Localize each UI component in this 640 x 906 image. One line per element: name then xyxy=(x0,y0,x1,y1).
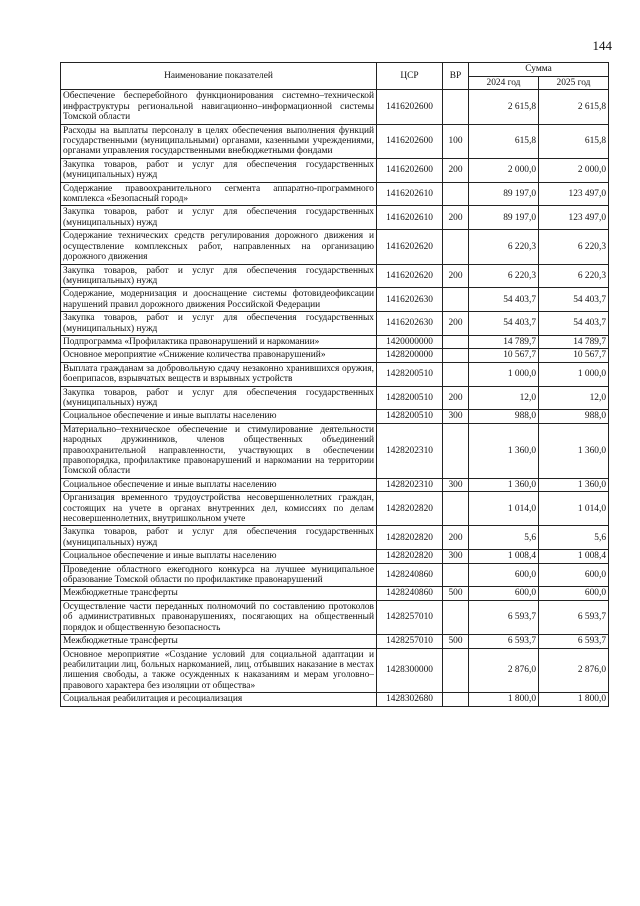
row-csr: 1428257010 xyxy=(377,600,443,634)
row-sum-2024: 54 403,7 xyxy=(469,288,539,312)
table-row xyxy=(61,693,609,706)
table-row xyxy=(61,362,609,386)
header-year-2025: 2025 год xyxy=(539,77,609,90)
row-sum-2025: 600,0 xyxy=(539,587,609,600)
row-sum-2025: 988,0 xyxy=(539,410,609,423)
row-sum-2024: 1 000,0 xyxy=(469,362,539,386)
row-name: Выплата гражданам за добровольную сдачу незаконно хранившихся оружия, боеприпасов, взрывчатых веществ и взрывных устройств xyxy=(61,362,377,386)
row-sum-2025: 1 014,0 xyxy=(539,492,609,526)
budget-table xyxy=(60,62,609,707)
row-csr: 1428240860 xyxy=(377,563,443,587)
table-row xyxy=(61,335,609,348)
row-csr: 1416202620 xyxy=(377,230,443,264)
row-sum-2025: 54 403,7 xyxy=(539,288,609,312)
row-sum-2024: 12,0 xyxy=(469,386,539,410)
table-body xyxy=(61,90,609,706)
table-row xyxy=(61,182,609,206)
row-sum-2024: 1 360,0 xyxy=(469,478,539,491)
row-sum-2025: 123 497,0 xyxy=(539,182,609,206)
row-csr: 1428200000 xyxy=(377,349,443,362)
row-csr: 1420000000 xyxy=(377,335,443,348)
row-vr: 500 xyxy=(443,587,469,600)
row-name: Подпрограмма «Профилактика правонарушений и наркомании» xyxy=(61,335,377,348)
header-csr: ЦСР xyxy=(377,63,443,90)
row-sum-2025: 1 800,0 xyxy=(539,693,609,706)
row-sum-2025: 14 789,7 xyxy=(539,335,609,348)
header-sum: Сумма xyxy=(469,63,609,77)
row-name: Содержание технических средств регулирования дорожного движения и осуществление комплексных работ, направленных на организацию дорожного движения xyxy=(61,230,377,264)
row-name: Проведение областного ежегодного конкурса на лучшее муниципальное образование Томской области по профилактике правонарушений xyxy=(61,563,377,587)
row-name: Материально–техническое обеспечение и стимулирование деятельности народных дружинников, членов общественных объединений правоохранительной направленности, участвующих в обеспечении правопорядка, профилактике правонарушений и наркомании на территории Томской области xyxy=(61,423,377,478)
row-sum-2025: 6 593,7 xyxy=(539,635,609,648)
row-sum-2024: 600,0 xyxy=(469,587,539,600)
row-vr: 200 xyxy=(443,264,469,288)
table-row xyxy=(61,312,609,336)
row-vr xyxy=(443,230,469,264)
row-csr: 1428202820 xyxy=(377,492,443,526)
row-vr xyxy=(443,600,469,634)
row-name: Социальное обеспечение и иные выплаты населению xyxy=(61,550,377,563)
row-sum-2024: 6 593,7 xyxy=(469,600,539,634)
table-row xyxy=(61,386,609,410)
table-row xyxy=(61,492,609,526)
row-name: Закупка товаров, работ и услуг для обеспечения государственных (муниципальных) нужд xyxy=(61,158,377,182)
row-name: Межбюджетные трансферты xyxy=(61,587,377,600)
header-name: Наименование показателей xyxy=(61,63,377,90)
row-vr xyxy=(443,182,469,206)
row-name: Социальная реабилитация и ресоциализация xyxy=(61,693,377,706)
row-vr xyxy=(443,423,469,478)
row-sum-2025: 6 220,3 xyxy=(539,264,609,288)
row-sum-2025: 1 008,4 xyxy=(539,550,609,563)
table-row xyxy=(61,288,609,312)
row-vr xyxy=(443,563,469,587)
row-name: Закупка товаров, работ и услуг для обеспечения государственных (муниципальных) нужд xyxy=(61,312,377,336)
row-name: Социальное обеспечение и иные выплаты населению xyxy=(61,410,377,423)
table-row xyxy=(61,635,609,648)
row-sum-2024: 1 800,0 xyxy=(469,693,539,706)
row-sum-2025: 1 360,0 xyxy=(539,423,609,478)
row-csr: 1428200510 xyxy=(377,386,443,410)
row-sum-2024: 615,8 xyxy=(469,124,539,158)
row-vr: 300 xyxy=(443,550,469,563)
row-vr: 200 xyxy=(443,526,469,550)
row-sum-2024: 6 220,3 xyxy=(469,230,539,264)
row-vr: 300 xyxy=(443,410,469,423)
row-sum-2024: 6 220,3 xyxy=(469,264,539,288)
row-csr: 1416202610 xyxy=(377,206,443,230)
row-sum-2024: 988,0 xyxy=(469,410,539,423)
row-sum-2025: 6 220,3 xyxy=(539,230,609,264)
row-vr xyxy=(443,492,469,526)
row-name: Обеспечение бесперебойного функционирования системно–технической инфраструктуры региональной навигационно–информационной системы Томской области xyxy=(61,90,377,124)
row-name: Закупка товаров, работ и услуг для обеспечения государственных (муниципальных) нужд xyxy=(61,264,377,288)
table-row xyxy=(61,600,609,634)
row-name: Содержание правоохранительного сегмента аппаратно-программного комплекса «Безопасный город» xyxy=(61,182,377,206)
row-vr xyxy=(443,335,469,348)
row-sum-2024: 1 008,4 xyxy=(469,550,539,563)
table-row xyxy=(61,526,609,550)
row-sum-2025: 12,0 xyxy=(539,386,609,410)
row-csr: 1428200510 xyxy=(377,362,443,386)
row-vr: 100 xyxy=(443,124,469,158)
row-csr: 1416202600 xyxy=(377,124,443,158)
row-vr: 200 xyxy=(443,158,469,182)
row-name: Основное мероприятие «Снижение количества правонарушений» xyxy=(61,349,377,362)
table-row xyxy=(61,206,609,230)
row-vr xyxy=(443,90,469,124)
row-name: Расходы на выплаты персоналу в целях обеспечения выполнения функций государственными (муниципальными) органами, казенными учреждениями, органами управления государственными внебюджетными фондами xyxy=(61,124,377,158)
row-csr: 1428202820 xyxy=(377,526,443,550)
table-row xyxy=(61,563,609,587)
row-csr: 1428202310 xyxy=(377,478,443,491)
row-sum-2024: 1 360,0 xyxy=(469,423,539,478)
row-csr: 1428202820 xyxy=(377,550,443,563)
row-sum-2024: 14 789,7 xyxy=(469,335,539,348)
row-vr xyxy=(443,362,469,386)
table-row xyxy=(61,158,609,182)
row-csr: 1416202630 xyxy=(377,312,443,336)
row-vr: 300 xyxy=(443,478,469,491)
row-vr xyxy=(443,349,469,362)
row-vr xyxy=(443,648,469,693)
table-row xyxy=(61,264,609,288)
row-csr: 1416202630 xyxy=(377,288,443,312)
row-name: Социальное обеспечение и иные выплаты населению xyxy=(61,478,377,491)
row-name: Содержание, модернизация и дооснащение системы фотовидеофиксации нарушений правил дорожного движения Российской Федерации xyxy=(61,288,377,312)
table-row xyxy=(61,349,609,362)
row-csr: 1428257010 xyxy=(377,635,443,648)
row-name: Организация временного трудоустройства несовершеннолетних граждан, состоящих на учете в органах внутренних дел, комиссиях по делам несовершеннолетних, внутришкольном учете xyxy=(61,492,377,526)
table-row xyxy=(61,550,609,563)
row-vr: 200 xyxy=(443,206,469,230)
row-name: Закупка товаров, работ и услуг для обеспечения государственных (муниципальных) нужд xyxy=(61,386,377,410)
header-vr: ВР xyxy=(443,63,469,90)
row-sum-2024: 89 197,0 xyxy=(469,206,539,230)
row-sum-2025: 10 567,7 xyxy=(539,349,609,362)
row-csr: 1428202310 xyxy=(377,423,443,478)
row-sum-2025: 1 000,0 xyxy=(539,362,609,386)
row-sum-2024: 54 403,7 xyxy=(469,312,539,336)
row-vr: 200 xyxy=(443,386,469,410)
row-sum-2024: 6 593,7 xyxy=(469,635,539,648)
header-year-2024: 2024 год xyxy=(469,77,539,90)
row-sum-2024: 2 000,0 xyxy=(469,158,539,182)
table-row xyxy=(61,90,609,124)
table-row xyxy=(61,230,609,264)
row-sum-2025: 600,0 xyxy=(539,563,609,587)
row-name: Закупка товаров, работ и услуг для обеспечения государственных (муниципальных) нужд xyxy=(61,206,377,230)
row-sum-2024: 5,6 xyxy=(469,526,539,550)
table-row xyxy=(61,124,609,158)
row-sum-2025: 5,6 xyxy=(539,526,609,550)
row-sum-2025: 2 876,0 xyxy=(539,648,609,693)
row-sum-2025: 54 403,7 xyxy=(539,312,609,336)
row-csr: 1428240860 xyxy=(377,587,443,600)
row-sum-2024: 1 014,0 xyxy=(469,492,539,526)
table-row xyxy=(61,478,609,491)
row-sum-2025: 1 360,0 xyxy=(539,478,609,491)
table-row xyxy=(61,648,609,693)
table-header xyxy=(61,63,609,90)
row-sum-2025: 123 497,0 xyxy=(539,206,609,230)
row-csr: 1416202600 xyxy=(377,90,443,124)
table-row xyxy=(61,410,609,423)
page-number: 144 xyxy=(592,38,612,53)
row-sum-2025: 6 593,7 xyxy=(539,600,609,634)
row-csr: 1416202620 xyxy=(377,264,443,288)
row-vr xyxy=(443,288,469,312)
row-sum-2024: 2 615,8 xyxy=(469,90,539,124)
row-vr: 500 xyxy=(443,635,469,648)
row-csr: 1428302680 xyxy=(377,693,443,706)
row-sum-2024: 10 567,7 xyxy=(469,349,539,362)
row-sum-2025: 2 000,0 xyxy=(539,158,609,182)
row-sum-2024: 600,0 xyxy=(469,563,539,587)
row-sum-2025: 2 615,8 xyxy=(539,90,609,124)
row-vr: 200 xyxy=(443,312,469,336)
row-name: Основное мероприятие «Создание условий для социальной адаптации и реабилитации лиц, больных наркоманией, лиц, отбывших наказание в местах лишения свободы, а также осужденных к наказаниям и мерам уголовно–правового характера без изоляции от общества» xyxy=(61,648,377,693)
row-csr: 1428200510 xyxy=(377,410,443,423)
row-sum-2024: 89 197,0 xyxy=(469,182,539,206)
row-name: Закупка товаров, работ и услуг для обеспечения государственных (муниципальных) нужд xyxy=(61,526,377,550)
table-row xyxy=(61,587,609,600)
row-csr: 1416202600 xyxy=(377,158,443,182)
table-row xyxy=(61,423,609,478)
row-sum-2024: 2 876,0 xyxy=(469,648,539,693)
row-name: Осуществление части переданных полномочий по составлению протоколов об административных правонарушениях, посягающих на общественный порядок и общественную безопасность xyxy=(61,600,377,634)
row-sum-2025: 615,8 xyxy=(539,124,609,158)
row-csr: 1428300000 xyxy=(377,648,443,693)
row-csr: 1416202610 xyxy=(377,182,443,206)
row-name: Межбюджетные трансферты xyxy=(61,635,377,648)
row-vr xyxy=(443,693,469,706)
